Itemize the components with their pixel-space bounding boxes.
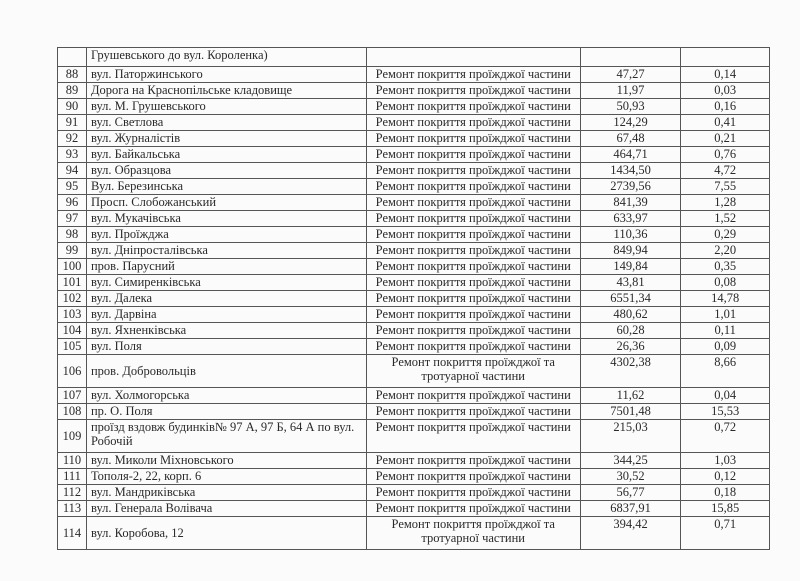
row-number: 93 xyxy=(58,147,87,163)
street-name: пр. О. Поля xyxy=(86,404,366,420)
street-name: вул. Мандриківська xyxy=(86,485,366,501)
street-name: вул. Образцова xyxy=(86,163,366,179)
row-number: 111 xyxy=(58,469,87,485)
row-number: 102 xyxy=(58,291,87,307)
row-number: 88 xyxy=(58,67,87,83)
cost-value: 464,71 xyxy=(580,147,681,163)
table-row xyxy=(58,307,770,323)
table-row xyxy=(58,163,770,179)
row-number: 114 xyxy=(58,517,87,550)
row-number: 107 xyxy=(58,388,87,404)
area-value xyxy=(681,48,770,67)
work-type: Ремонт покриття проїжджої частини xyxy=(366,339,580,355)
work-type: Ремонт покриття проїжджої частини xyxy=(366,147,580,163)
cost-value: 1434,50 xyxy=(580,163,681,179)
cost-value: 60,28 xyxy=(580,323,681,339)
work-type: Ремонт покриття проїжджої частини xyxy=(366,323,580,339)
table-row xyxy=(58,517,770,550)
area-value: 0,29 xyxy=(681,227,770,243)
work-type: Ремонт покриття проїжджої частини xyxy=(366,243,580,259)
work-type: Ремонт покриття проїжджої та тротуарної частини xyxy=(366,517,580,550)
row-number: 94 xyxy=(58,163,87,179)
work-type: Ремонт покриття проїжджої частини xyxy=(366,388,580,404)
area-value: 14,78 xyxy=(681,291,770,307)
cost-value: 11,62 xyxy=(580,388,681,404)
work-type: Ремонт покриття проїжджої частини xyxy=(366,501,580,517)
cost-value: 50,93 xyxy=(580,99,681,115)
work-type: Ремонт покриття проїжджої частини xyxy=(366,99,580,115)
work-type: Ремонт покриття проїжджої частини xyxy=(366,420,580,453)
table-row xyxy=(58,291,770,307)
table-row xyxy=(58,501,770,517)
table-row xyxy=(58,99,770,115)
row-number: 92 xyxy=(58,131,87,147)
area-value: 0,11 xyxy=(681,323,770,339)
row-number: 106 xyxy=(58,355,87,388)
row-number: 109 xyxy=(58,420,87,453)
table-row xyxy=(58,404,770,420)
street-name: вул. Симиренківська xyxy=(86,275,366,291)
cost-value: 67,48 xyxy=(580,131,681,147)
street-name: Вул. Березинська xyxy=(86,179,366,195)
area-value: 15,53 xyxy=(681,404,770,420)
street-name: вул. Журналістів xyxy=(86,131,366,147)
work-type: Ремонт покриття проїжджої частини xyxy=(366,275,580,291)
area-value: 8,66 xyxy=(681,355,770,388)
area-value: 0,21 xyxy=(681,131,770,147)
cost-value: 2739,56 xyxy=(580,179,681,195)
area-value: 0,12 xyxy=(681,469,770,485)
row-number: 90 xyxy=(58,99,87,115)
row-number: 113 xyxy=(58,501,87,517)
row-number: 91 xyxy=(58,115,87,131)
table-row xyxy=(58,147,770,163)
cost-value: 47,27 xyxy=(580,67,681,83)
street-name: вул. Светлова xyxy=(86,115,366,131)
cost-value: 4302,38 xyxy=(580,355,681,388)
cost-value: 633,97 xyxy=(580,211,681,227)
cost-value: 30,52 xyxy=(580,469,681,485)
row-number: 100 xyxy=(58,259,87,275)
work-type: Ремонт покриття проїжджої частини xyxy=(366,163,580,179)
row-number xyxy=(58,48,87,67)
cost-value: 344,25 xyxy=(580,453,681,469)
cost-value: 215,03 xyxy=(580,420,681,453)
area-value: 0,76 xyxy=(681,147,770,163)
row-number: 98 xyxy=(58,227,87,243)
area-value: 2,20 xyxy=(681,243,770,259)
work-type: Ремонт покриття проїжджої частини xyxy=(366,291,580,307)
work-type: Ремонт покриття проїжджої частини xyxy=(366,115,580,131)
cost-value: 43,81 xyxy=(580,275,681,291)
street-name: вул. Далека xyxy=(86,291,366,307)
row-number: 99 xyxy=(58,243,87,259)
area-value: 0,03 xyxy=(681,83,770,99)
table-row xyxy=(58,131,770,147)
row-number: 97 xyxy=(58,211,87,227)
work-type: Ремонт покриття проїжджої частини xyxy=(366,211,580,227)
street-name: вул. Коробова, 12 xyxy=(86,517,366,550)
street-name: вул. Байкальська xyxy=(86,147,366,163)
street-name: вул. Генерала Волівача xyxy=(86,501,366,517)
table-row xyxy=(58,227,770,243)
work-type: Ремонт покриття проїжджої частини xyxy=(366,67,580,83)
cost-value: 56,77 xyxy=(580,485,681,501)
area-value: 0,09 xyxy=(681,339,770,355)
table-row xyxy=(58,179,770,195)
work-type: Ремонт покриття проїжджої частини xyxy=(366,179,580,195)
cost-value: 480,62 xyxy=(580,307,681,323)
area-value: 0,04 xyxy=(681,388,770,404)
work-type xyxy=(366,48,580,67)
table-row xyxy=(58,469,770,485)
table-row xyxy=(58,355,770,388)
work-type: Ремонт покриття проїжджої частини xyxy=(366,404,580,420)
area-value: 0,14 xyxy=(681,67,770,83)
row-number: 95 xyxy=(58,179,87,195)
street-name: вул. Яхненківська xyxy=(86,323,366,339)
row-number: 101 xyxy=(58,275,87,291)
work-type: Ремонт покриття проїжджої частини xyxy=(366,469,580,485)
street-name: вул. Мукачівська xyxy=(86,211,366,227)
table-row xyxy=(58,67,770,83)
street-name: вул. Поля xyxy=(86,339,366,355)
table-row xyxy=(58,339,770,355)
cost-value: 7501,48 xyxy=(580,404,681,420)
area-value: 15,85 xyxy=(681,501,770,517)
work-type: Ремонт покриття проїжджої частини xyxy=(366,453,580,469)
cost-value: 124,29 xyxy=(580,115,681,131)
work-type: Ремонт покриття проїжджої частини xyxy=(366,259,580,275)
table-row xyxy=(58,388,770,404)
work-type: Ремонт покриття проїжджої частини xyxy=(366,227,580,243)
cost-value: 841,39 xyxy=(580,195,681,211)
work-type: Ремонт покриття проїжджої частини xyxy=(366,195,580,211)
area-value: 1,03 xyxy=(681,453,770,469)
area-value: 1,01 xyxy=(681,307,770,323)
work-type: Ремонт покриття проїжджої частини xyxy=(366,83,580,99)
work-type: Ремонт покриття проїжджої частини xyxy=(366,485,580,501)
row-number: 103 xyxy=(58,307,87,323)
cost-value: 26,36 xyxy=(580,339,681,355)
row-number: 96 xyxy=(58,195,87,211)
area-value: 4,72 xyxy=(681,163,770,179)
table-row xyxy=(58,275,770,291)
cost-value: 6837,91 xyxy=(580,501,681,517)
table-row xyxy=(58,243,770,259)
cost-value: 394,42 xyxy=(580,517,681,550)
row-number: 105 xyxy=(58,339,87,355)
area-value: 0,41 xyxy=(681,115,770,131)
table-row-continuation xyxy=(58,48,770,67)
street-name: Просп. Слобожанський xyxy=(86,195,366,211)
row-number: 89 xyxy=(58,83,87,99)
table-row xyxy=(58,323,770,339)
cost-value: 11,97 xyxy=(580,83,681,99)
area-value: 0,18 xyxy=(681,485,770,501)
table-row xyxy=(58,211,770,227)
street-name: вул. Дарвіна xyxy=(86,307,366,323)
work-type: Ремонт покриття проїжджої частини xyxy=(366,131,580,147)
row-number: 108 xyxy=(58,404,87,420)
street-name: Грушевського до вул. Короленка) xyxy=(86,48,366,67)
row-number: 110 xyxy=(58,453,87,469)
area-value: 7,55 xyxy=(681,179,770,195)
street-name: вул. Дніпросталівська xyxy=(86,243,366,259)
area-value: 1,28 xyxy=(681,195,770,211)
street-name: пров. Парусний xyxy=(86,259,366,275)
cost-value xyxy=(580,48,681,67)
area-value: 0,16 xyxy=(681,99,770,115)
area-value: 0,08 xyxy=(681,275,770,291)
table-row xyxy=(58,115,770,131)
street-name: вул. Проїжджа xyxy=(86,227,366,243)
cost-value: 149,84 xyxy=(580,259,681,275)
table-row xyxy=(58,453,770,469)
cost-value: 6551,34 xyxy=(580,291,681,307)
table-row xyxy=(58,83,770,99)
row-number: 112 xyxy=(58,485,87,501)
street-name: Тополя-2, 22, корп. 6 xyxy=(86,469,366,485)
area-value: 0,71 xyxy=(681,517,770,550)
road-repair-table xyxy=(57,47,770,550)
street-name: вул. М. Грушевського xyxy=(86,99,366,115)
table-row xyxy=(58,485,770,501)
cost-value: 849,94 xyxy=(580,243,681,259)
work-type: Ремонт покриття проїжджої частини xyxy=(366,307,580,323)
row-number: 104 xyxy=(58,323,87,339)
table-row xyxy=(58,195,770,211)
table-row xyxy=(58,259,770,275)
street-name: пров. Добровольців xyxy=(86,355,366,388)
street-name: проїзд вздовж будинків№ 97 А, 97 Б, 64 А по вул. Робочій xyxy=(86,420,366,453)
area-value: 0,35 xyxy=(681,259,770,275)
work-type: Ремонт покриття проїжджої та тротуарної частини xyxy=(366,355,580,388)
street-name: вул. Паторжинського xyxy=(86,67,366,83)
area-value: 1,52 xyxy=(681,211,770,227)
cost-value: 110,36 xyxy=(580,227,681,243)
street-name: Дорога на Краснопільське кладовище xyxy=(86,83,366,99)
street-name: вул. Миколи Міхновського xyxy=(86,453,366,469)
area-value: 0,72 xyxy=(681,420,770,453)
street-name: вул. Холмогорська xyxy=(86,388,366,404)
table-row xyxy=(58,420,770,453)
